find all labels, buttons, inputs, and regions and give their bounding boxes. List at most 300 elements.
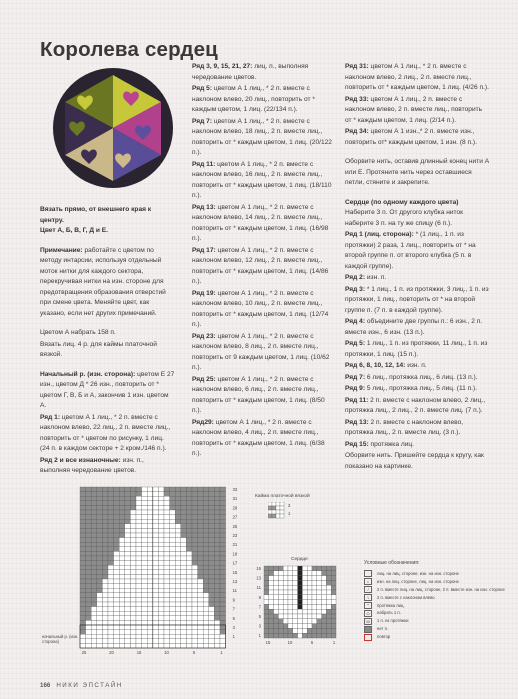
chart-cell bbox=[192, 634, 198, 639]
chart-cell bbox=[80, 487, 86, 492]
instructions-column-1 bbox=[40, 205, 175, 486]
row-label: Ряд 6, 8, 10, 12, 14: bbox=[345, 362, 406, 369]
chart-cell bbox=[114, 547, 120, 552]
chart-cell bbox=[175, 611, 181, 616]
chart-cell bbox=[170, 542, 176, 547]
chart-cell bbox=[108, 643, 114, 648]
chart-cell bbox=[102, 538, 108, 543]
chart-cell bbox=[153, 616, 159, 621]
heart-cell bbox=[326, 600, 331, 605]
kaima-cell bbox=[276, 502, 280, 506]
heart-cell bbox=[317, 604, 322, 609]
chart-cell bbox=[203, 574, 209, 579]
heart-cell bbox=[283, 571, 288, 576]
chart-cell bbox=[158, 524, 164, 529]
row-label: Ряд 11: bbox=[345, 396, 369, 404]
chart-cell bbox=[198, 551, 204, 556]
chart-cell bbox=[164, 620, 170, 625]
row-label: Ряд 5: bbox=[192, 85, 213, 92]
chart-cell bbox=[203, 519, 209, 524]
chart-cell bbox=[108, 639, 114, 644]
chart-cell bbox=[220, 588, 226, 593]
chart-cell bbox=[214, 556, 220, 561]
row-text: лиц. п., выполняя чередование цветов. bbox=[192, 63, 309, 81]
heart-cell bbox=[288, 585, 293, 590]
heart-cell bbox=[307, 624, 312, 629]
chart-cell bbox=[142, 515, 148, 520]
chart-cell bbox=[158, 611, 164, 616]
chart-cell bbox=[86, 588, 92, 593]
heart-x-tick: 1 bbox=[332, 640, 336, 645]
page-title: Королева сердец bbox=[40, 38, 218, 61]
chart-cell bbox=[170, 492, 176, 497]
chart-cell bbox=[158, 561, 164, 566]
chart-cell bbox=[181, 510, 187, 515]
chart-cell bbox=[170, 565, 176, 570]
chart-cell bbox=[220, 492, 226, 497]
heart-cell bbox=[269, 590, 274, 595]
heart-cell bbox=[312, 580, 317, 585]
chart-cell bbox=[86, 625, 92, 630]
chart-cell bbox=[198, 538, 204, 543]
heart-cell bbox=[274, 619, 279, 624]
chart-cell bbox=[209, 561, 215, 566]
heart-cell bbox=[278, 590, 283, 595]
heart-cell bbox=[317, 624, 322, 629]
heart-cell bbox=[298, 604, 303, 609]
chart-cell bbox=[147, 579, 153, 584]
heart-cell bbox=[331, 609, 336, 614]
chart-cell bbox=[192, 579, 198, 584]
chart-cell bbox=[164, 574, 170, 579]
row-label: Ряд 3: bbox=[345, 285, 366, 293]
chart-cell bbox=[198, 570, 204, 575]
heart-y-tick: 5 bbox=[258, 614, 261, 619]
kaima-cell bbox=[272, 514, 276, 518]
chart-cell bbox=[142, 639, 148, 644]
chart-cell bbox=[102, 492, 108, 497]
colors-line: Цвет А, Б, В, Г, Д и Е. bbox=[40, 227, 108, 234]
chart-cell bbox=[220, 547, 226, 552]
chart-cell bbox=[181, 602, 187, 607]
heart-cell bbox=[317, 619, 322, 624]
kaima-chart bbox=[268, 502, 298, 524]
heart-cell bbox=[331, 614, 336, 619]
heart-cell bbox=[264, 571, 269, 576]
row-label: Ряд 33: bbox=[345, 95, 369, 103]
chart-cell bbox=[142, 597, 148, 602]
heart-cell bbox=[293, 595, 298, 600]
chart-cell bbox=[125, 584, 131, 589]
chart-cell bbox=[153, 528, 159, 533]
chart-cell bbox=[153, 611, 159, 616]
chart-cell bbox=[164, 611, 170, 616]
y-tick-label: 19 bbox=[232, 551, 238, 557]
row-label: Ряд 23: bbox=[192, 332, 216, 340]
chart-cell bbox=[86, 570, 92, 575]
heart-cell bbox=[288, 571, 293, 576]
chart-cell bbox=[86, 492, 92, 497]
chart-cell bbox=[102, 515, 108, 520]
chart-cell bbox=[80, 565, 86, 570]
chart-cell bbox=[80, 643, 86, 648]
row-text: * 1 лиц., 1 п. из протяжки, 3 лиц., 1 п. из протяжки, 1 лиц., повторить от * на второй группе п. (7 п. в каждой группе). bbox=[345, 285, 489, 314]
heart-cell bbox=[283, 576, 288, 581]
chart-cell bbox=[147, 602, 153, 607]
chart-cell bbox=[186, 620, 192, 625]
chart-cell bbox=[86, 574, 92, 579]
chart-cell bbox=[142, 501, 148, 506]
heart-y-tick: 9 bbox=[258, 594, 261, 600]
legend-swatch-icon: O bbox=[364, 610, 372, 617]
chart-cell bbox=[119, 625, 125, 630]
chart-cell bbox=[108, 561, 114, 566]
chart-cell bbox=[114, 538, 120, 543]
chart-cell bbox=[198, 528, 204, 533]
chart-cell bbox=[170, 588, 176, 593]
chart-cell bbox=[209, 620, 215, 625]
chart-cell bbox=[119, 561, 125, 566]
chart-cell bbox=[142, 492, 148, 497]
heart-cell bbox=[312, 585, 317, 590]
legend-item bbox=[364, 594, 514, 602]
chart-cell bbox=[119, 588, 125, 593]
row-label: Ряд 2: bbox=[345, 274, 366, 281]
heart-cell bbox=[322, 576, 327, 581]
chart-cell bbox=[192, 528, 198, 533]
chart-cell bbox=[86, 515, 92, 520]
chart-cell bbox=[175, 616, 181, 621]
chart-cell bbox=[91, 639, 97, 644]
kaima-tick-label: 3 bbox=[288, 503, 291, 508]
chart-cell bbox=[147, 501, 153, 506]
chart-cell bbox=[203, 634, 209, 639]
chart-cell bbox=[86, 496, 92, 501]
heart-cell bbox=[288, 619, 293, 624]
chart-cell bbox=[86, 538, 92, 543]
chart-cell bbox=[198, 519, 204, 524]
chart-cell bbox=[214, 574, 220, 579]
chart-cell bbox=[108, 597, 114, 602]
row-text: цветом А 1 лиц., * 2 п. вместе с наклоном влево, 8 лиц., 2 п. вместе лиц., повторить от 9 каждым цветом, 1 лиц. (10/62 п.). bbox=[192, 332, 330, 371]
chart-cell bbox=[91, 510, 97, 515]
heart-cell bbox=[269, 600, 274, 605]
chart-cell bbox=[97, 607, 103, 612]
chart-cell bbox=[186, 616, 192, 621]
chart-cell bbox=[192, 620, 198, 625]
legend-item bbox=[364, 570, 514, 578]
chart-cell bbox=[175, 533, 181, 538]
chart-cell bbox=[203, 630, 209, 635]
chart-cell bbox=[91, 579, 97, 584]
chart-cell bbox=[175, 542, 181, 547]
chart-cell bbox=[114, 620, 120, 625]
chart-cell bbox=[170, 639, 176, 644]
heart-cell bbox=[278, 580, 283, 585]
heart-cell bbox=[293, 576, 298, 581]
heart-cell bbox=[278, 571, 283, 576]
chart-cell bbox=[181, 528, 187, 533]
chart-cell bbox=[214, 570, 220, 575]
chart-cell bbox=[114, 515, 120, 520]
chart-cell bbox=[153, 542, 159, 547]
chart-cell bbox=[175, 579, 181, 584]
chart-cell bbox=[108, 630, 114, 635]
legend-label: протяжка лиц. bbox=[377, 602, 405, 608]
chart-cell bbox=[80, 528, 86, 533]
chart-cell bbox=[97, 625, 103, 630]
chart-cell bbox=[164, 561, 170, 566]
chart-cell bbox=[220, 616, 226, 621]
heart-cell bbox=[317, 600, 322, 605]
chart-cell bbox=[114, 487, 120, 492]
chart-cell bbox=[108, 565, 114, 570]
chart-cell bbox=[198, 501, 204, 506]
kaima-cell bbox=[272, 510, 276, 514]
chart-cell bbox=[209, 524, 215, 529]
chart-cell bbox=[86, 533, 92, 538]
chart-cell bbox=[164, 505, 170, 510]
chart-cell bbox=[125, 588, 131, 593]
chart-cell bbox=[198, 556, 204, 561]
chart-cell bbox=[220, 639, 226, 644]
chart-cell bbox=[181, 625, 187, 630]
heart-cell bbox=[293, 604, 298, 609]
chart-cell bbox=[220, 519, 226, 524]
chart-cell bbox=[181, 496, 187, 501]
chart-cell bbox=[80, 579, 86, 584]
chart-cell bbox=[220, 643, 226, 648]
chart-cell bbox=[91, 501, 97, 506]
chart-cell bbox=[136, 538, 142, 543]
chart-cell bbox=[125, 515, 131, 520]
heart-cell bbox=[288, 614, 293, 619]
heart-cell bbox=[331, 585, 336, 590]
row-text: цветом А 1 лиц., * 2 п. вместе с наклоном влево, 10 лиц., 2 п. вместе лиц., повторить от * каждым цветом, 1 лиц. (12/74 п.). bbox=[192, 289, 329, 328]
chart-cell bbox=[136, 579, 142, 584]
heart-cell bbox=[312, 633, 317, 638]
y-tick-label: 13 bbox=[232, 579, 238, 584]
chart-cell bbox=[220, 607, 226, 612]
chart-cell bbox=[147, 593, 153, 598]
chart-cell bbox=[147, 597, 153, 602]
chart-cell bbox=[102, 602, 108, 607]
chart-cell bbox=[97, 634, 103, 639]
chart-cell bbox=[114, 561, 120, 566]
chart-cell bbox=[119, 597, 125, 602]
chart-cell bbox=[220, 556, 226, 561]
chart-cell bbox=[102, 561, 108, 566]
chart-cell bbox=[119, 570, 125, 575]
row-label: Ряд 1 (лиц. сторона): bbox=[345, 231, 414, 238]
heart-cell bbox=[312, 624, 317, 629]
chart-cell bbox=[153, 524, 159, 529]
kaima-cell bbox=[272, 506, 276, 510]
chart-cell bbox=[158, 565, 164, 570]
chart-cell bbox=[80, 593, 86, 598]
chart-cell bbox=[142, 574, 148, 579]
chart-cell bbox=[142, 593, 148, 598]
heart-cell bbox=[317, 614, 322, 619]
chart-cell bbox=[158, 556, 164, 561]
chart-cell bbox=[209, 634, 215, 639]
heart-cell bbox=[326, 604, 331, 609]
heart-cell bbox=[293, 590, 298, 595]
chart-cell bbox=[80, 584, 86, 589]
chart-cell bbox=[91, 588, 97, 593]
chart-cell bbox=[97, 602, 103, 607]
chart-cell bbox=[158, 607, 164, 612]
chart-cell bbox=[181, 574, 187, 579]
chart-cell bbox=[170, 579, 176, 584]
chart-cell bbox=[114, 597, 120, 602]
chart-cell bbox=[170, 551, 176, 556]
chart-cell bbox=[203, 542, 209, 547]
chart-cell bbox=[125, 643, 131, 648]
legend-item bbox=[364, 586, 514, 594]
chart-cell bbox=[119, 565, 125, 570]
chart-cell bbox=[147, 533, 153, 538]
chart-cell bbox=[214, 625, 220, 630]
chart-cell bbox=[125, 538, 131, 543]
chart-cell bbox=[192, 510, 198, 515]
heart-cell bbox=[322, 580, 327, 585]
chart-cell bbox=[97, 519, 103, 524]
chart-cell bbox=[136, 611, 142, 616]
chart-cell bbox=[198, 625, 204, 630]
heart-cell bbox=[274, 600, 279, 605]
heart-cell bbox=[274, 566, 279, 571]
chart-cell bbox=[136, 630, 142, 635]
chart-cell bbox=[97, 538, 103, 543]
heart-cell bbox=[298, 580, 303, 585]
chart-cell bbox=[192, 607, 198, 612]
chart-cell bbox=[130, 565, 136, 570]
heart-cell bbox=[317, 633, 322, 638]
chart-cell bbox=[175, 630, 181, 635]
chart-cell bbox=[114, 593, 120, 598]
heart-cell bbox=[274, 595, 279, 600]
chart-cell bbox=[86, 524, 92, 529]
chart-cell bbox=[147, 625, 153, 630]
chart-cell bbox=[86, 501, 92, 506]
heart-cell bbox=[264, 576, 269, 581]
heart-cell bbox=[264, 628, 269, 633]
chart-cell bbox=[91, 597, 97, 602]
chart-cell bbox=[170, 616, 176, 621]
chart-cell bbox=[153, 551, 159, 556]
chart-cell bbox=[175, 607, 181, 612]
kaima-tick-label: 1 bbox=[288, 511, 291, 516]
chart-cell bbox=[142, 547, 148, 552]
heart-cell bbox=[302, 585, 307, 590]
heart-cell bbox=[322, 600, 327, 605]
chart-cell bbox=[198, 611, 204, 616]
chart-cell bbox=[181, 561, 187, 566]
chart-cell bbox=[114, 565, 120, 570]
chart-cell bbox=[108, 547, 114, 552]
heart-cell bbox=[293, 585, 298, 590]
y-tick-label: 1 bbox=[232, 634, 235, 640]
chart-cell bbox=[86, 630, 92, 635]
legend-item bbox=[364, 625, 514, 633]
chart-cell bbox=[186, 634, 192, 639]
chart-cell bbox=[119, 584, 125, 589]
chart-cell bbox=[86, 528, 92, 533]
chart-cell bbox=[114, 533, 120, 538]
chart-cell bbox=[175, 492, 181, 497]
heart-cell bbox=[312, 571, 317, 576]
row-text: цветом А 1 лиц., * 2 п. вместе с наклоном влево, 12 лиц., 2 п. вместе лиц., повторить от * каждым цветом, 1 лиц. (14/86 п.). bbox=[192, 246, 329, 285]
chart-cell bbox=[108, 579, 114, 584]
heart-cell bbox=[326, 609, 331, 614]
chart-cell bbox=[114, 551, 120, 556]
chart-cell bbox=[153, 584, 159, 589]
chart-cell bbox=[80, 630, 86, 635]
chart-cell bbox=[125, 492, 131, 497]
page-footer bbox=[40, 682, 123, 689]
heart-cell bbox=[331, 628, 336, 633]
y-tick-label: 9 bbox=[232, 597, 235, 603]
heart-cell bbox=[307, 604, 312, 609]
heart-cell bbox=[312, 566, 317, 571]
chart-cell bbox=[186, 570, 192, 575]
chart-cell bbox=[153, 510, 159, 515]
chart-cell bbox=[192, 625, 198, 630]
chart-cell bbox=[170, 611, 176, 616]
chart-cell bbox=[119, 533, 125, 538]
chart-cell bbox=[114, 588, 120, 593]
chart-cell bbox=[142, 584, 148, 589]
chart-cell bbox=[170, 607, 176, 612]
heart-cell bbox=[317, 609, 322, 614]
chart-cell bbox=[214, 597, 220, 602]
chart-cell bbox=[119, 492, 125, 497]
chart-cell bbox=[125, 496, 131, 501]
chart-cell bbox=[164, 519, 170, 524]
chart-cell bbox=[158, 620, 164, 625]
chart-cell bbox=[198, 616, 204, 621]
heart-cell bbox=[298, 609, 303, 614]
legend-label: лиц. на лиц. стороне, изн. на изн. стороне bbox=[377, 571, 459, 576]
chart-cell bbox=[119, 547, 125, 552]
heart-cell bbox=[298, 633, 303, 638]
chart-cell bbox=[130, 538, 136, 543]
chart-cell bbox=[214, 620, 220, 625]
chart-cell bbox=[119, 496, 125, 501]
heart-cell bbox=[307, 580, 312, 585]
heart-cell bbox=[322, 590, 327, 595]
chart-cell bbox=[147, 643, 153, 648]
chart-cell bbox=[209, 630, 215, 635]
chart-cell bbox=[220, 597, 226, 602]
chart-cell bbox=[214, 510, 220, 515]
chart-cell bbox=[130, 602, 136, 607]
chart-cell bbox=[102, 510, 108, 515]
chart-cell bbox=[130, 593, 136, 598]
chart-cell bbox=[170, 643, 176, 648]
heart-cell bbox=[298, 590, 303, 595]
chart-cell bbox=[153, 643, 159, 648]
legend-swatch-icon bbox=[364, 626, 372, 633]
chart-cell bbox=[209, 551, 215, 556]
chart-cell bbox=[158, 588, 164, 593]
chart-cell bbox=[186, 607, 192, 612]
chart-cell bbox=[125, 501, 131, 506]
chart-cell bbox=[142, 505, 148, 510]
chart-cell bbox=[130, 547, 136, 552]
chart-cell bbox=[220, 542, 226, 547]
